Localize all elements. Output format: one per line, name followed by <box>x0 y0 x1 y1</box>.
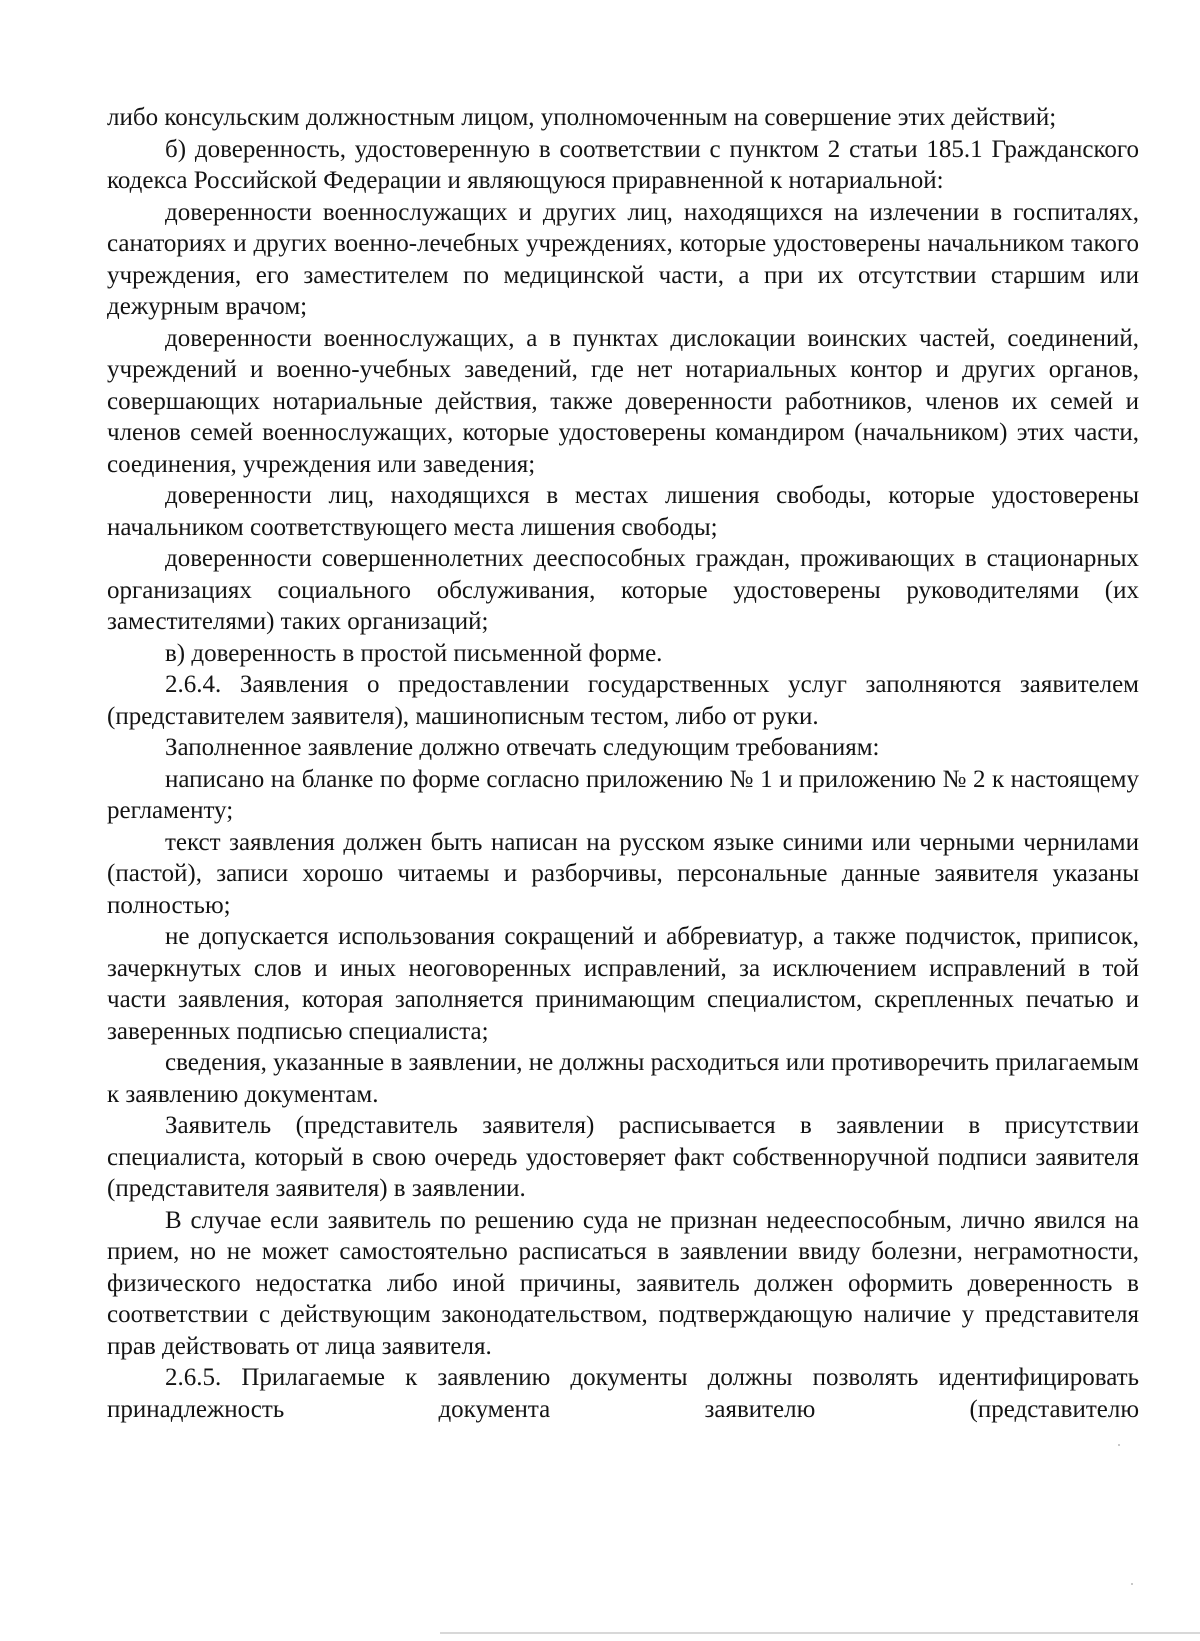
paragraph-hospital-poa: доверенности военнослужащих и других лиц, находящихся на излечении в госпиталях, санаториях и других военно-лечебных учреждениях, которые удостоверены начальником такого учреждения, его заместителем по медицинской части, а при их отсутствии старшим или дежурным врачом; <box>107 198 1139 320</box>
paragraph-requirement-language: текст заявления должен быть написан на русском языке синими или черными чернилами (пастой), записи хорошо читаемы и разборчивы, персональные данные заявителя указаны полностью; <box>107 828 1139 919</box>
paragraph-social-care-poa: доверенности совершеннолетних дееспособных граждан, проживающих в стационарных организациях социального обслуживания, которые удостоверены руководителями (их заместителями) таких организаций; <box>107 545 1139 635</box>
document-body <box>107 102 1139 1425</box>
scan-bottom-edge <box>440 1632 1200 1634</box>
scan-speck <box>1118 1444 1120 1446</box>
paragraph-requirements-intro: Заполненное заявление должно отвечать следующим требованиям: <box>165 734 880 761</box>
paragraph-2-6-5: 2.6.5. Прилагаемые к заявлению документы должны позволять идентифицировать принадлежность документа заявителю (представителю <box>107 1364 1139 1423</box>
paragraph-consular-continuation: либо консульским должностным лицом, уполномоченным на совершение этих действий; <box>107 104 1057 131</box>
paragraph-item-b: б) доверенность, удостоверенную в соответствии с пунктом 2 статьи 185.1 Гражданского кодекса Российской Федерации и являющуюся приравненной к нотариальной: <box>107 135 1139 194</box>
paragraph-signature: Заявитель (представитель заявителя) расписывается в заявлении в присутствии специалиста, который в свою очередь удостоверяет факт собственноручной подписи заявителя (представителя заявителя) в заявлении. <box>107 1112 1139 1202</box>
paragraph-2-6-4: 2.6.4. Заявления о предоставлении государственных услуг заполняются заявителем (представителем заявителя), машинописным тестом, либо от руки. <box>107 671 1139 730</box>
paragraph-item-v: в) доверенность в простой письменной форме. <box>165 639 663 667</box>
paragraph-requirement-consistency: сведения, указанные в заявлении, не должны расходиться или противоречить прилагаемым к заявлению документам. <box>107 1049 1139 1108</box>
paragraph-incapable-signer: В случае если заявитель по решению суда не признан недееспособным, лично явился на прием, но не может самостоятельно расписаться в заявлении ввиду болезни, неграмотности, физического недостатка либо иной причины, заявитель должен оформить доверенность в соответствии с действующим законодательством, подтверждающую наличие у представителя прав действовать от лица заявителя. <box>107 1206 1139 1360</box>
paragraph-requirement-no-abbreviations: не допускается использования сокращений и аббревиатур, а также подчисток, приписок, зачеркнутых слов и иных неоговоренных исправлений, за исключением исправлений в той части заявления, которая заполняется принимающим специалистом, скрепленных печатью и заверенных подписью специалиста; <box>107 923 1139 1045</box>
scan-speck <box>1131 1583 1133 1585</box>
paragraph-military-poa: доверенности военнослужащих, а в пунктах дислокации воинских частей, соединений, учреждений и военно-учебных заведений, где нет нотариальных контор и других органов, совершающих нотариальные действия, также доверенности работников, членов их семей и членов семей военнослужащих, которые удостоверены командиром (начальником) этих части, соединения, учреждения или заведения; <box>107 324 1139 478</box>
paragraph-prison-poa: доверенности лиц, находящихся в местах лишения свободы, которые удостоверены начальником соответствующего места лишения свободы; <box>107 482 1139 541</box>
paragraph-requirement-form: написано на бланке по форме согласно приложению № 1 и приложению № 2 к настоящему регламенту; <box>107 765 1139 824</box>
